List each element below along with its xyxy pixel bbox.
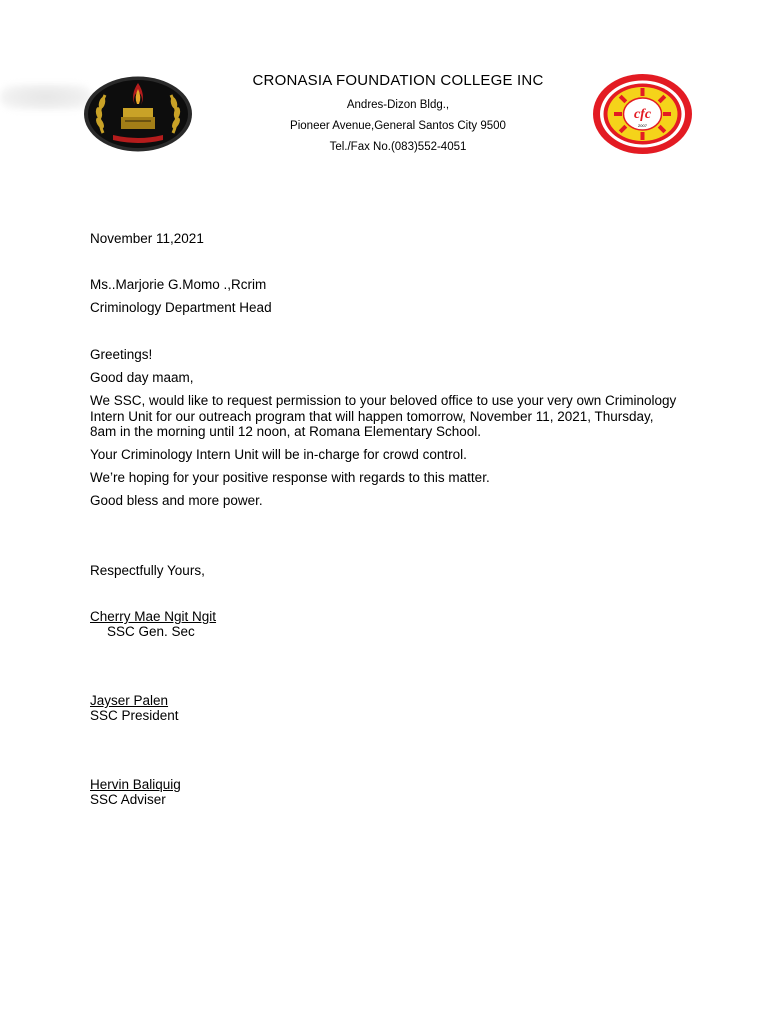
recipient-name: Ms..Marjorie G.Momo .,Rcrim [90,277,267,292]
bless-line: Good bless and more power. [90,493,263,508]
signatory-position-president: SSC President [90,708,179,723]
right-seal-logo [592,73,693,155]
recipient-title: Criminology Department Head [90,300,272,315]
tel-fax: Tel./Fax No.(083)552-4051 [329,141,467,153]
scan-smudge [0,84,92,110]
signatory-name-president: Jayser Palen [90,693,169,708]
letterhead [200,72,596,154]
signatory-name-gen-sec: Cherry Mae Ngit Ngit [90,609,217,624]
hoping-line: We’re hoping for your positive response with regards to this matter. [90,470,490,485]
signatory-name-adviser: Hervin Baliquig [90,777,181,792]
seal-text: cfc [633,107,652,122]
body-paragraph: We SSC, would like to request permission to your beloved office to use your very own Criminology Intern Unit for our outreach program that will happen tomorrow, November 11, 2021, Thursday, 8am in the morning until 12 noon, at Romana Elementary School. [90,393,677,439]
greeting: Greetings! [90,347,153,362]
closing: Respectfully Yours, [90,563,205,578]
crowd-control-line: Your Criminology Intern Unit will be in-charge for crowd control. [90,447,467,462]
letter-date: November 11,2021 [90,231,204,246]
college-name: CRONASIA FOUNDATION COLLEGE INC [252,72,544,89]
seal-year: 2007 [638,123,647,128]
signatory-position-gen-sec: SSC Gen. Sec [107,624,195,639]
salutation: Good day maam, [90,370,194,385]
signatory-position-adviser: SSC Adviser [90,792,166,807]
address-line-1: Andres-Dizon Bldg., [346,99,450,111]
address-line-2: Pioneer Avenue,General Santos City 9500 [290,120,506,132]
left-emblem-logo [83,75,193,153]
